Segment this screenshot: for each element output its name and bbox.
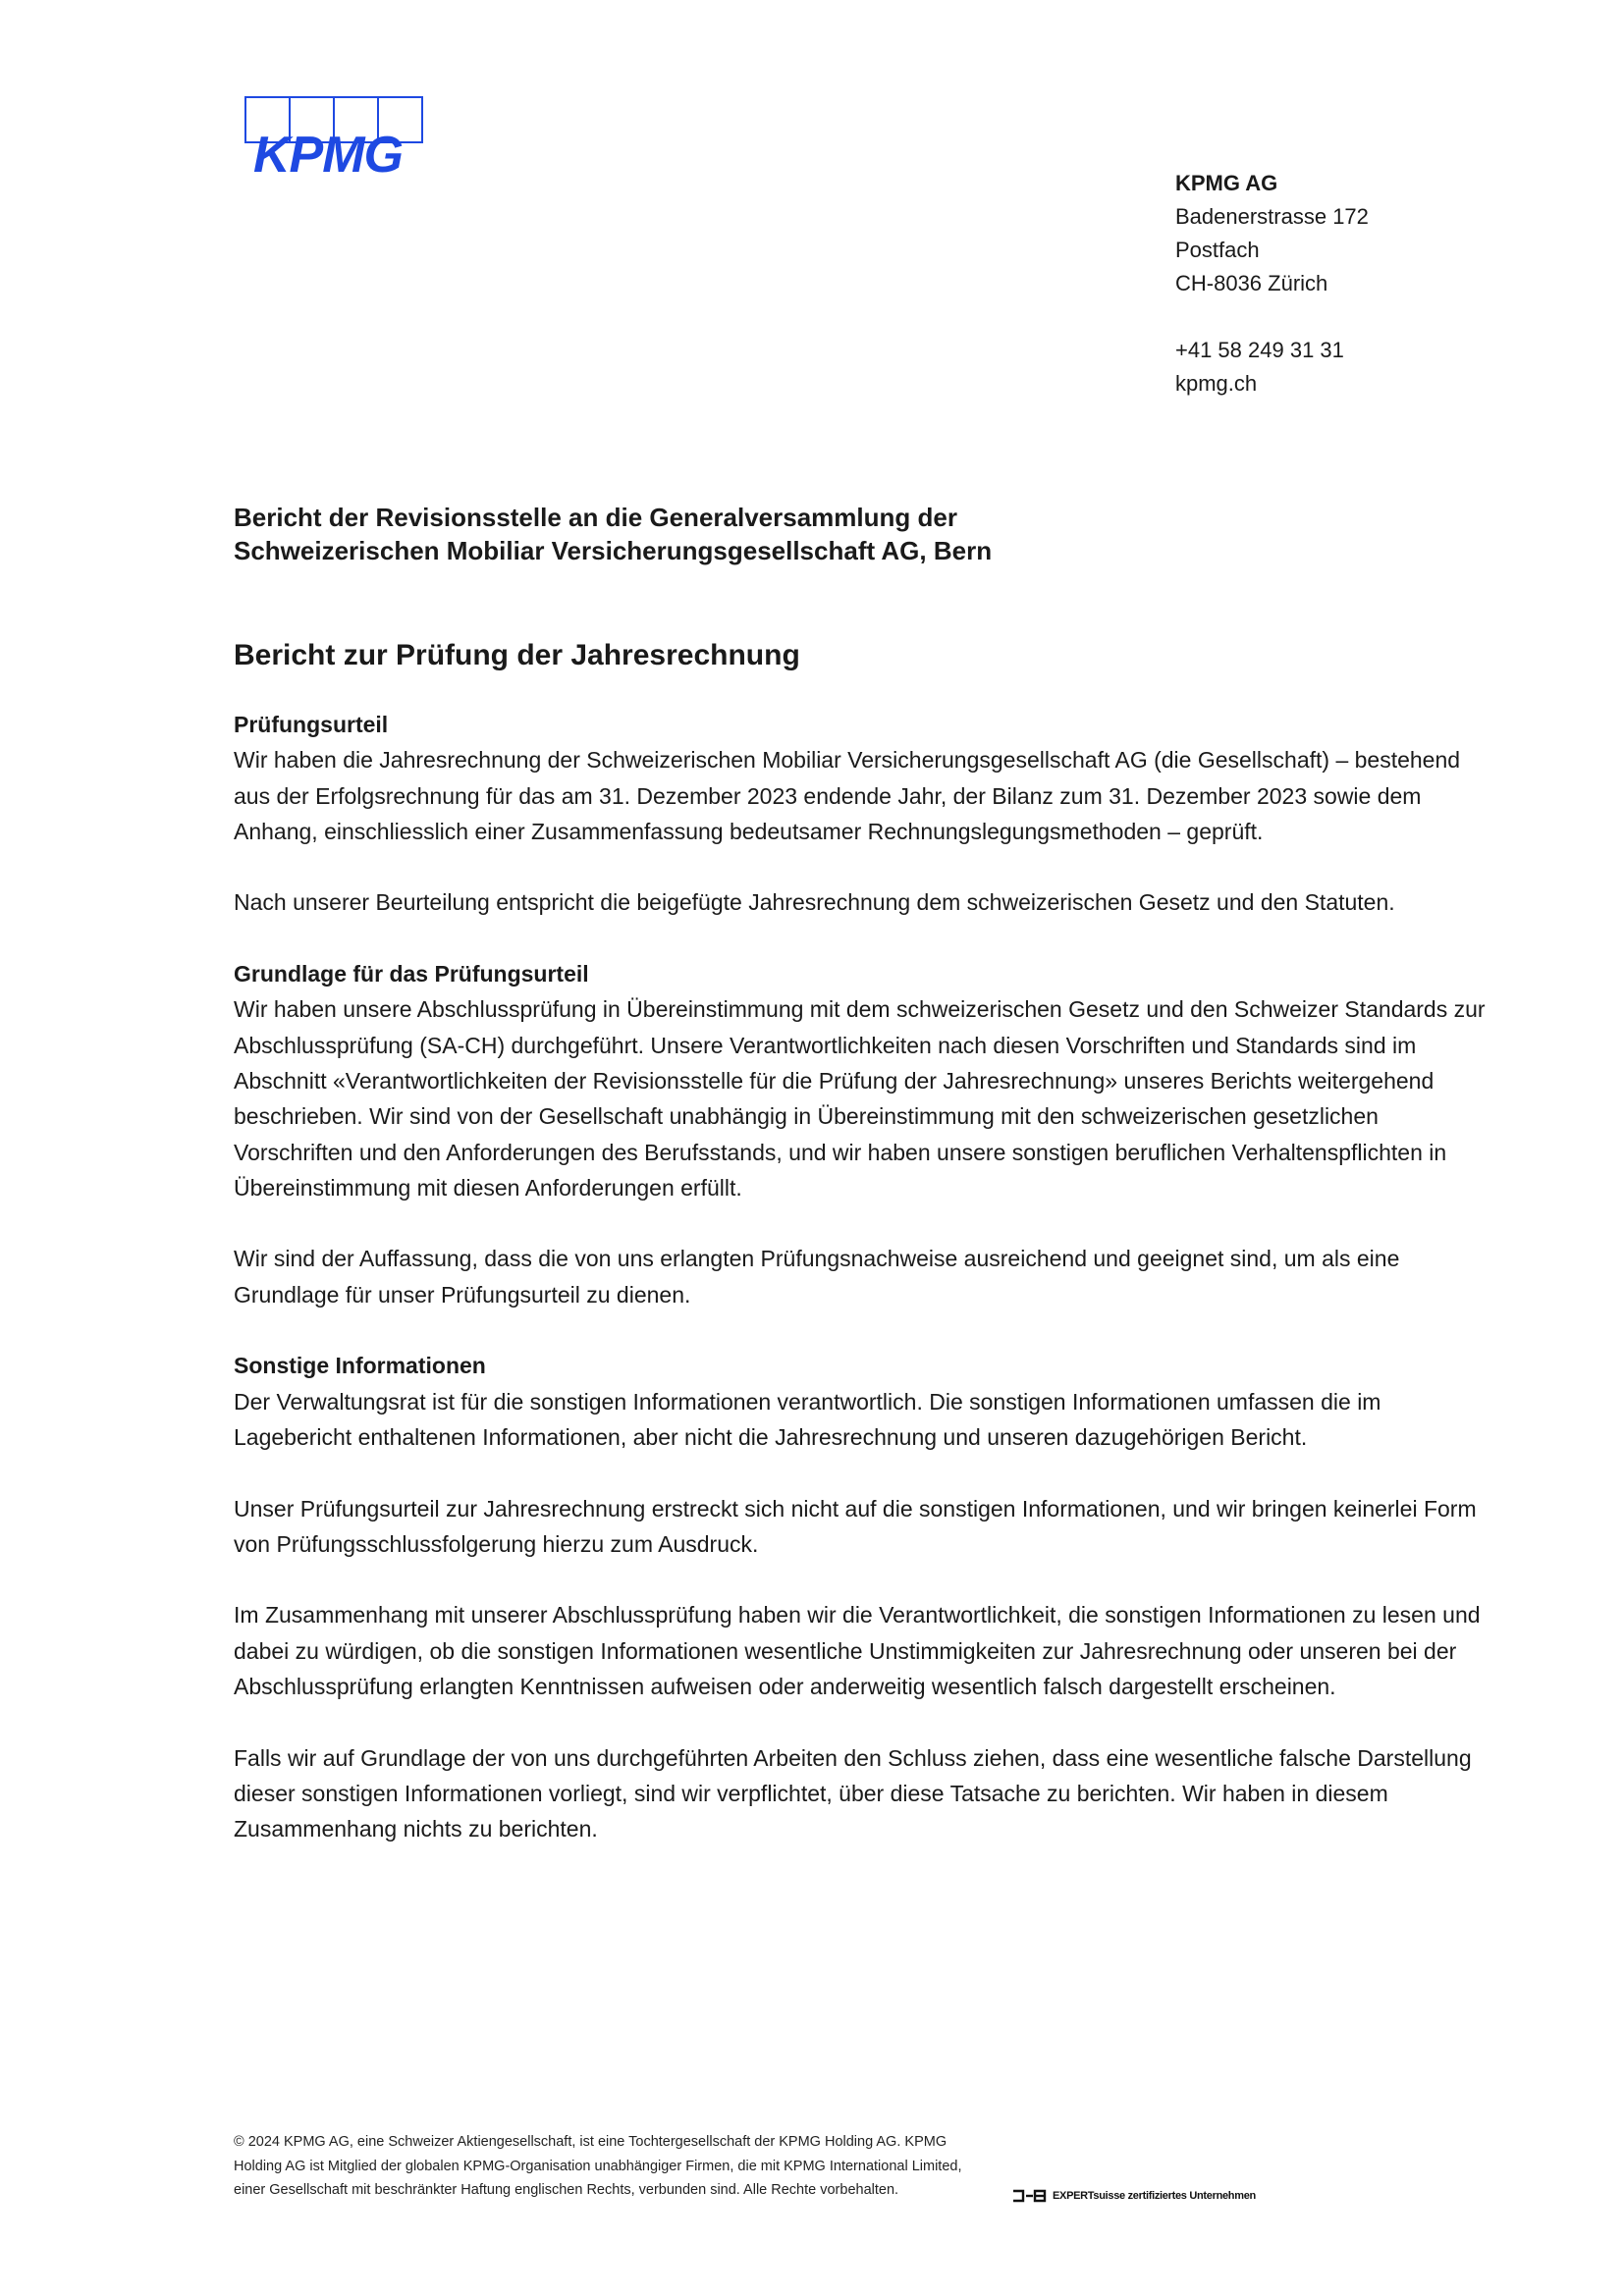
report-title-line-2: Schweizerischen Mobiliar Versicherungsgesellschaft AG, Bern	[234, 536, 993, 565]
report-title-line-1: Bericht der Revisionsstelle an die Generalversammlung der	[234, 503, 957, 532]
subsection-title: Prüfungsurteil	[234, 712, 389, 737]
certification-mark	[1011, 2181, 1256, 2211]
po-box: Postfach	[1175, 238, 1260, 262]
website: kpmg.ch	[1175, 371, 1258, 396]
expertsuisse-logo-icon	[1011, 2187, 1047, 2205]
paragraph: Unser Prüfungsurteil zur Jahresrechnung erstreckt sich nicht auf die sonstigen Informationen, und wir bringen keinerlei Form von Prüfungsschlussfolgerung hierzu zum Ausdruck.	[234, 1495, 1477, 1557]
subsection-grundlage	[234, 956, 1500, 1348]
kpmg-logo	[232, 94, 428, 177]
paragraph: Wir haben die Jahresrechnung der Schweizerischen Mobiliar Versicherungsgesellschaft AG (die Gesellschaft) – bestehend aus der Erfolgsrechnung für das am 31. Dezember 2023 endende Jahr, der Bilanz zum 31. Dezember 2023 sowie dem Anhang, einschliesslich einer Zusammenfassung bedeutsamer Rechnungslegungsmethoden – geprüft.	[234, 747, 1461, 844]
company-name: KPMG AG	[1175, 171, 1278, 195]
paragraph: Falls wir auf Grundlage der von uns durchgeführten Arbeiten den Schluss ziehen, dass eine wesentliche falsche Darstellung dieser sonstigen Informationen vorliegt, sind wir verpflichtet, über diese Tatsache zu berichten. Wir haben in diesem Zusammenhang nichts zu berichten.	[234, 1744, 1472, 1842]
subsection-title: Grundlage für das Prüfungsurteil	[234, 961, 589, 988]
subsection-title: Sonstige Informationen	[234, 1353, 486, 1379]
paragraph: Nach unserer Beurteilung entspricht die beigefügte Jahresrechnung dem schweizerischen Gesetz und den Statuten.	[234, 889, 1395, 916]
address-block	[1175, 167, 1588, 400]
subsection-pruefungsurteil	[234, 707, 1500, 956]
paragraph: Der Verwaltungsrat ist für die sonstigen Informationen verantwortlich. Die sonstigen Informationen umfassen die im Lagebericht enthaltenen Informationen, aber nicht die Jahresrechnung und unseren dazugehörigen Bericht.	[234, 1388, 1381, 1450]
paragraph: Wir haben unsere Abschlussprüfung in Übereinstimmung mit dem schweizerischen Gesetz und den Schweizer Standards zur Abschlussprüfung (SA-CH) durchgeführt. Unsere Verantwortlichkeiten nach diesen Vorschriften und Standards sind im Abschnitt «Verantwortlichkeiten der Revisionsstelle für die Prüfung der Jahresrechnung» unseres Berichts weitergehend beschrieben. Wir sind von der Gesellschaft unabhängig in Übereinstimmung mit den schweizerischen gesetzlichen Vorschriften und den Anforderungen des Berufsstands, und wir haben unsere sonstigen beruflichen Verhaltenspflichten in Übereinstimmung mit diesen Anforderungen erfüllt.	[234, 996, 1486, 1201]
subsection-sonstige-informationen	[234, 1348, 1500, 1846]
report-body	[234, 501, 1500, 1847]
certification-text: EXPERTsuisse zertifiziertes Unternehmen	[1053, 2190, 1256, 2202]
phone-number: +41 58 249 31 31	[1175, 338, 1344, 362]
footer-legal-text: © 2024 KPMG AG, eine Schweizer Aktiengesellschaft, ist eine Tochtergesellschaft der KPMG Holding AG. KPMG Holding AG ist Mitglied der globalen KPMG-Organisation unabhängiger Firmen, die mit KPMG International Limited, einer Gesellschaft mit beschränkter Haftung englischen Rechts, verbunden sind. Alle Rechte vorbehalten.	[234, 2134, 962, 2198]
paragraph: Im Zusammenhang mit unserer Abschlussprüfung haben wir die Verantwortlichkeit, die sonstigen Informationen zu lesen und dabei zu würdigen, ob die sonstigen Informationen wesentliche Unstimmigkeiten zur Jahresrechnung oder unseren bei der Abschlussprüfung erlangten Kenntnissen aufweisen oder anderweitig wesentlich falsch dargestellt erscheinen.	[234, 1602, 1481, 1700]
section-title: Bericht zur Prüfung der Jahresrechnung	[234, 639, 800, 671]
paragraph: Wir sind der Auffassung, dass die von uns erlangten Prüfungsnachweise ausreichend und geeignet sind, um als eine Grundlage für unser Prüfungsurteil zu dienen.	[234, 1246, 1400, 1308]
city: CH-8036 Zürich	[1175, 271, 1328, 295]
street-address: Badenerstrasse 172	[1175, 204, 1369, 229]
kpmg-logo-text: KPMG	[253, 127, 403, 177]
